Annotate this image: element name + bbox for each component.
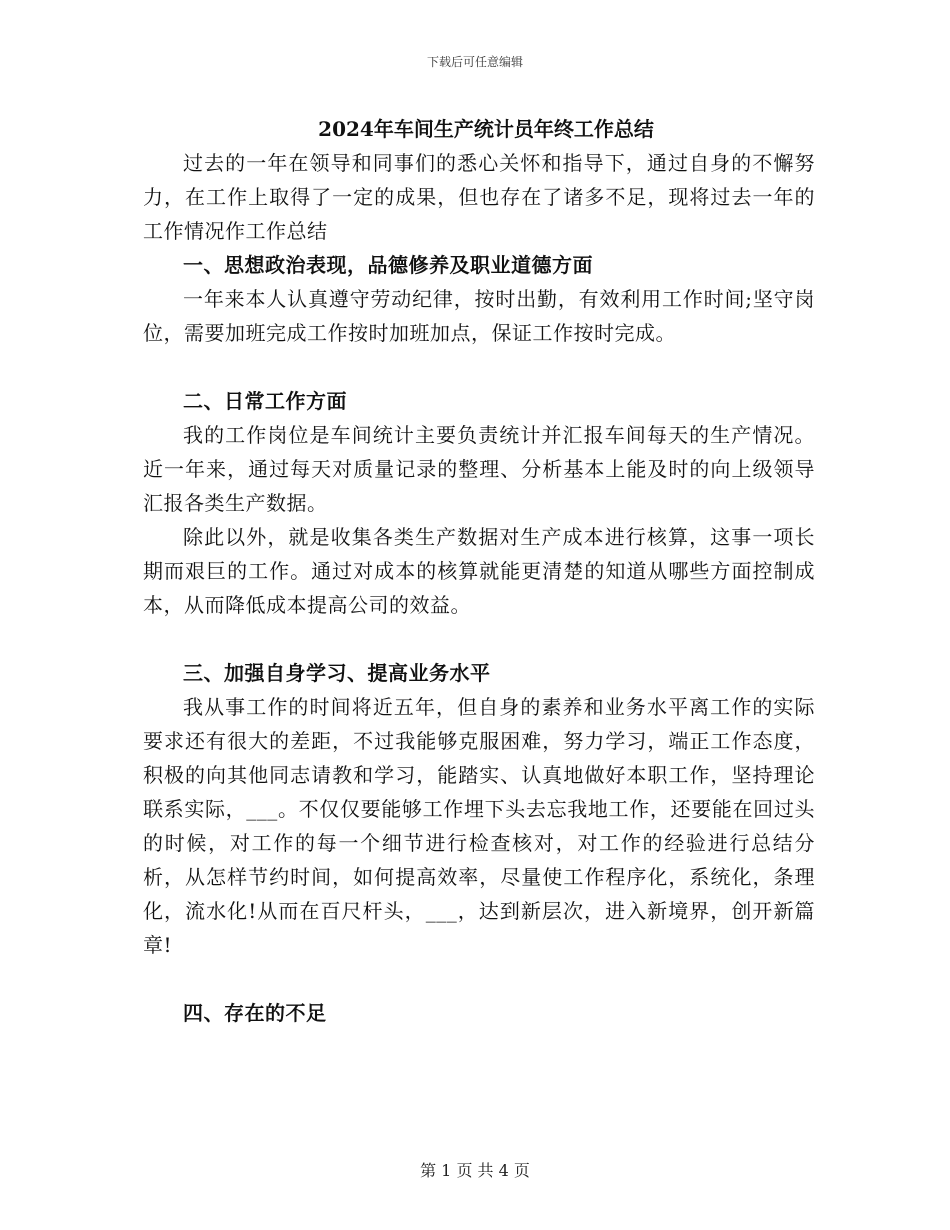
section-spacer — [143, 350, 815, 384]
section-3-paragraph-1: 我从事工作的时间将近五年，但自身的素养和业务水平离工作的实际要求还有很大的差距，不过我能够克服困难，努力学习，端正工作态度，积极的向其他同志请教和学习，能踏实、认真地做好本职工作，坚持理论联系实际，___。不仅仅要能够工作埋下头去忘我地工作，还要能在回过头的时候，对工作的每一个细节进行检查核对，对工作的经验进行总结分析，从怎样节约时间，如何提高效率，尽量使工作程序化，系统化，条理化，流水化!从而在百尺杆头，___，达到新层次，进入新境界，创开新篇章! — [143, 695, 815, 957]
section-spacer — [143, 962, 815, 996]
section-heading-1: 一、思想政治表现，品德修养及职业道德方面 — [183, 253, 593, 277]
section-heading-2: 二、日常工作方面 — [183, 389, 347, 413]
intro-paragraph: 过去的一年在领导和同事们的悉心关怀和指导下，通过自身的不懈努力，在工作上取得了一定的成果，但也存在了诸多不足，现将过去一年的工作情况作工作总结 — [143, 151, 815, 243]
page-header-note: 下载后可任意编辑 — [426, 55, 523, 69]
section-2-paragraph-1: 我的工作岗位是车间统计主要负责统计并汇报车间每天的生产情况。近一年来，通过每天对质量记录的整理、分析基本上能及时的向上级领导汇报各类生产数据。 — [143, 423, 815, 515]
section-2-paragraph-2: 除此以外，就是收集各类生产数据对生产成本进行核算，这事一项长期而艰巨的工作。通过对成本的核算就能更清楚的知道从哪些方面控制成本，从而降低成本提高公司的效益。 — [143, 525, 815, 617]
document-body — [143, 112, 815, 1030]
section-heading-3: 三、加强自身学习、提高业务水平 — [183, 661, 491, 685]
document-title: 2024年车间生产统计员年终工作总结 — [318, 117, 654, 141]
page-number: 第 1 页 共 4 页 — [420, 1161, 530, 1180]
section-spacer — [143, 622, 815, 656]
section-heading-4: 四、存在的不足 — [183, 1001, 327, 1025]
section-1-paragraph-1: 一年来本人认真遵守劳动纪律，按时出勤，有效利用工作时间;坚守岗位，需要加班完成工作按时加班加点，保证工作按时完成。 — [143, 287, 815, 345]
